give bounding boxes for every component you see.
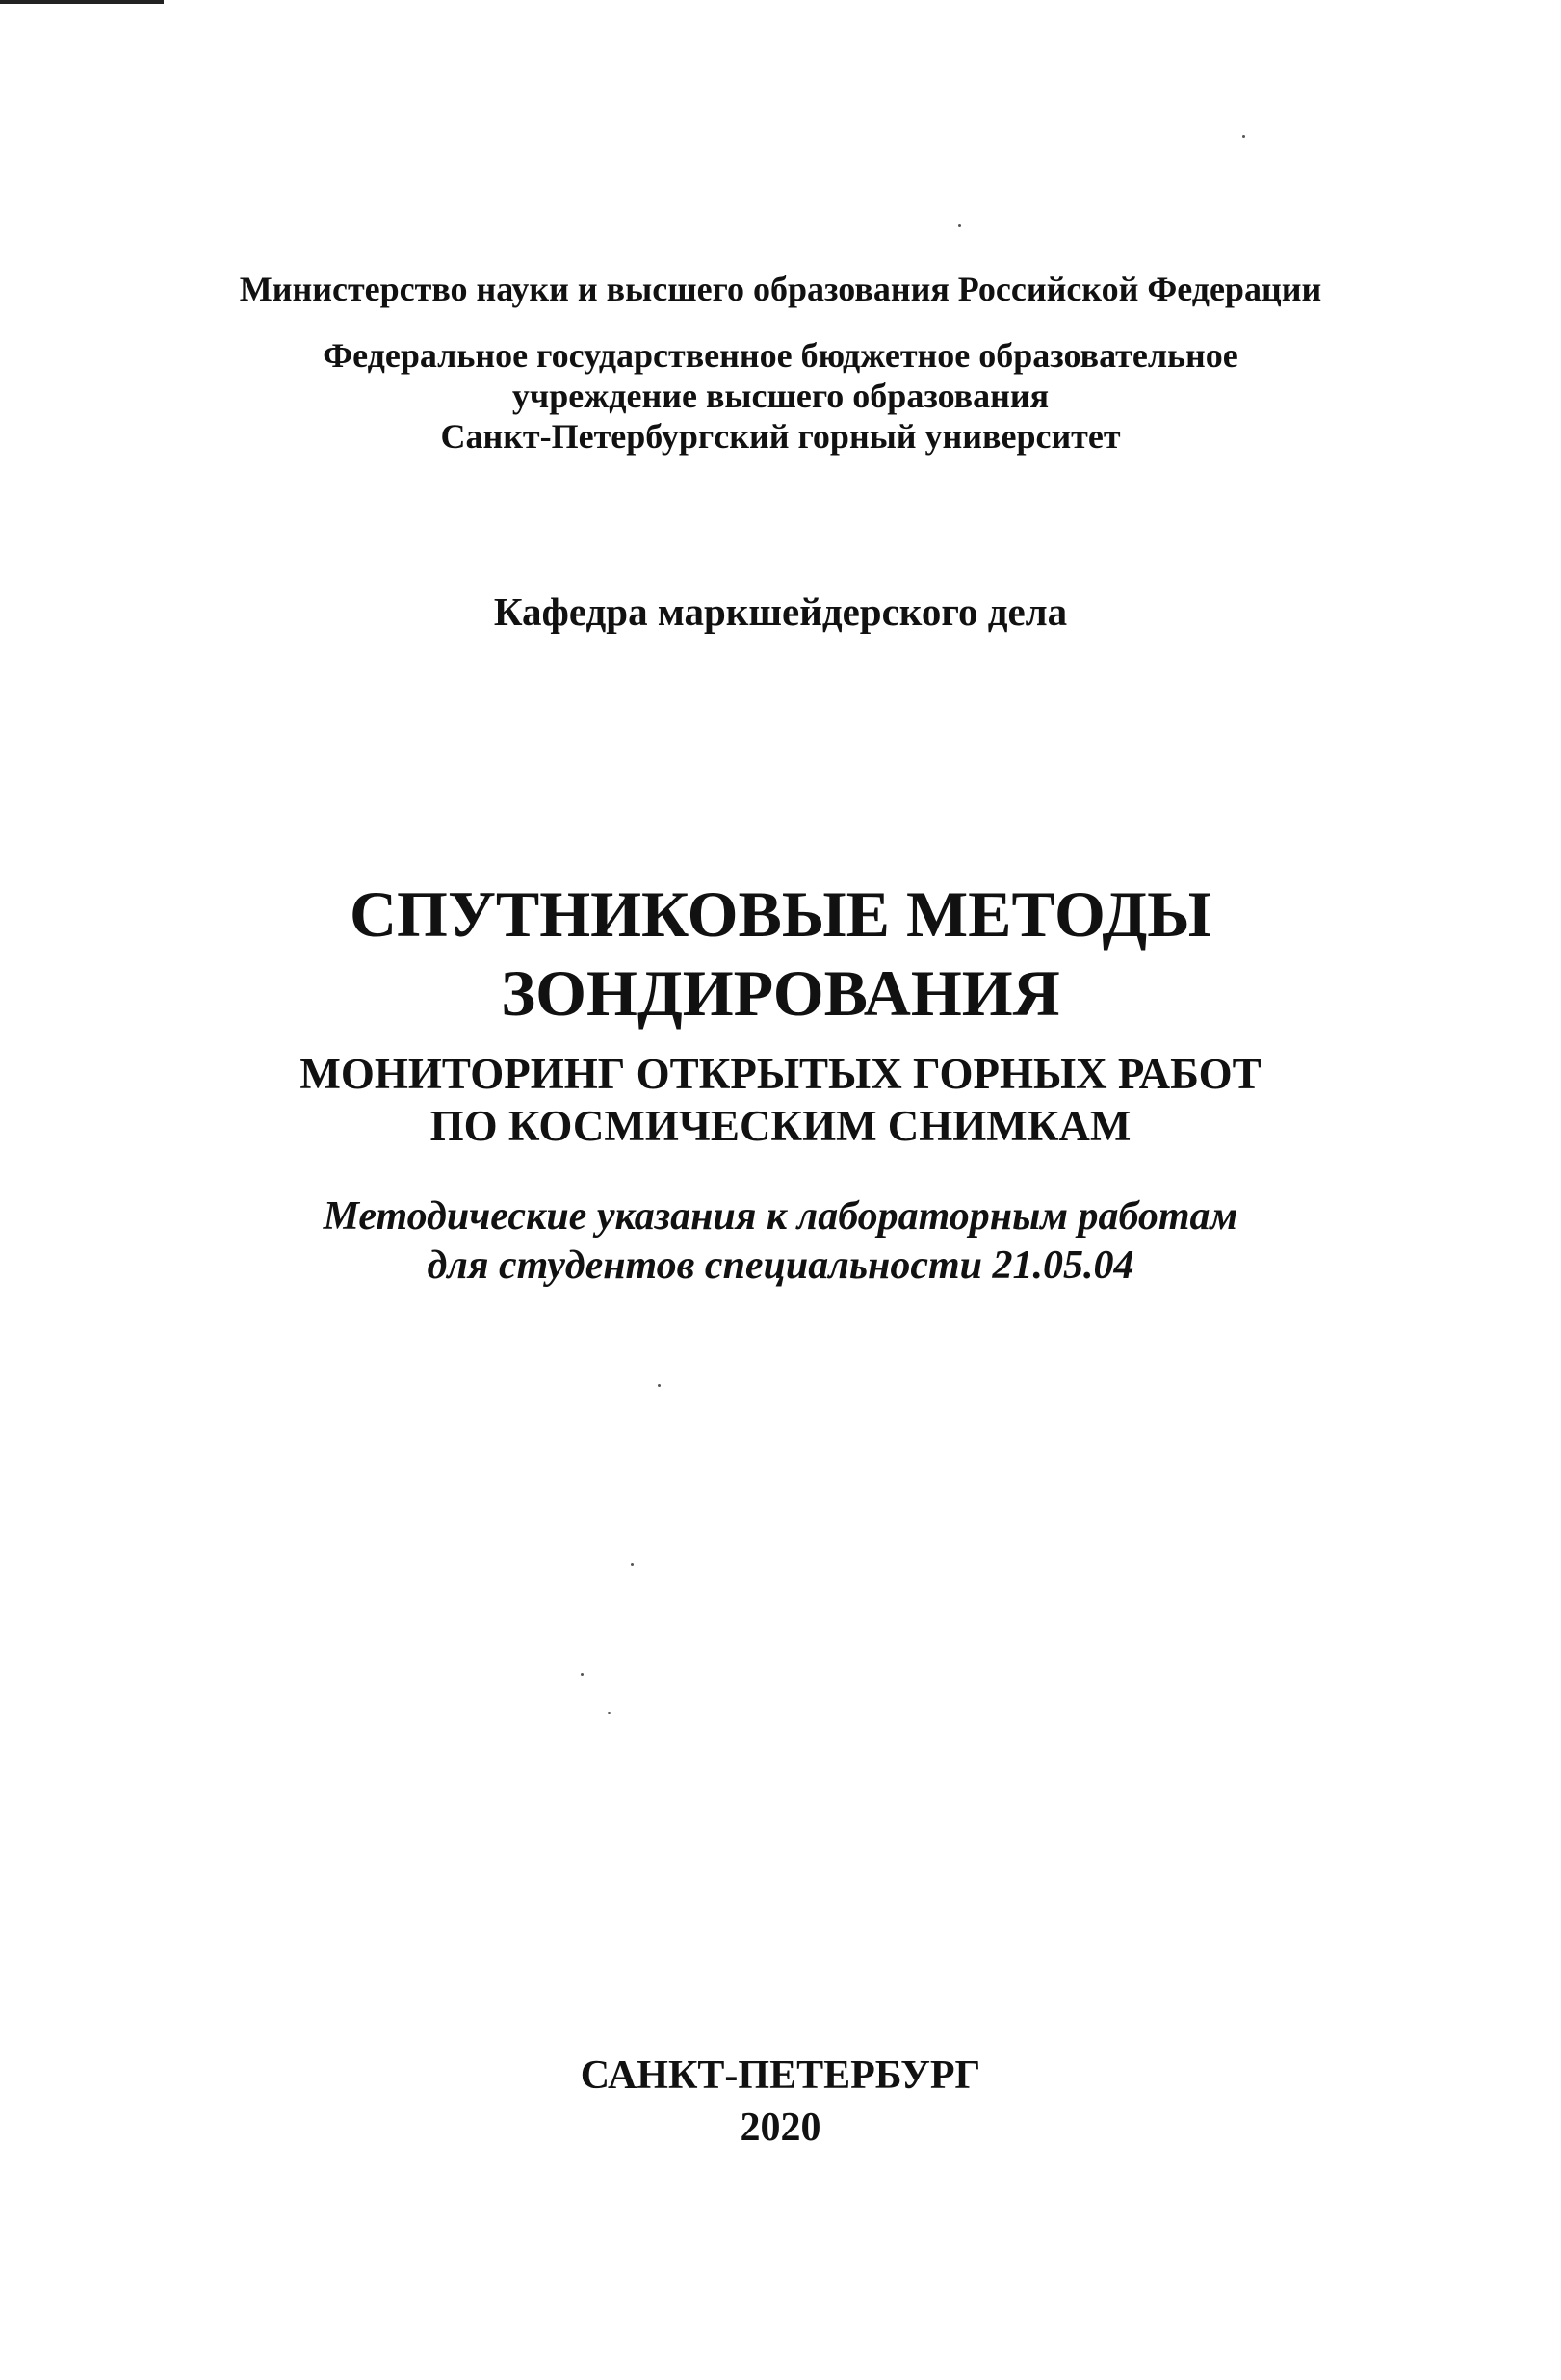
scan-edge-mark bbox=[0, 0, 164, 4]
scan-speck bbox=[608, 1712, 611, 1714]
document-title bbox=[0, 875, 1561, 1033]
scan-speck bbox=[958, 224, 961, 227]
title-line: ЗОНДИРОВАНИЯ bbox=[501, 956, 1060, 1030]
scan-speck bbox=[581, 1673, 584, 1676]
institution-heading bbox=[0, 335, 1561, 457]
subtitle-line: ПО КОСМИЧЕСКИМ СНИМКАМ bbox=[429, 1102, 1132, 1150]
document-subtitle bbox=[0, 1048, 1561, 1152]
description-line: для студентов специальности 21.05.04 bbox=[427, 1243, 1134, 1288]
institution-line: Федеральное государственное бюджетное образовательное bbox=[323, 336, 1238, 375]
institution-line: учреждение высшего образования bbox=[511, 377, 1050, 415]
publication-year: 2020 bbox=[740, 2105, 821, 2150]
ministry-line: Министерство науки и высшего образования Российской Федерации bbox=[239, 270, 1322, 308]
institution-line: Санкт-Петербургский горный университет bbox=[440, 417, 1121, 456]
scan-speck bbox=[658, 1384, 661, 1387]
publication-city: САНКТ-ПЕТЕРБУРГ bbox=[580, 2053, 981, 2098]
scan-speck bbox=[631, 1563, 634, 1566]
department-line: Кафедра маркшейдерского дела bbox=[493, 589, 1068, 634]
subtitle-line: МОНИТОРИНГ ОТКРЫТЫХ ГОРНЫХ РАБОТ bbox=[299, 1050, 1262, 1098]
publication-footer bbox=[0, 2050, 1561, 2154]
scan-speck bbox=[1242, 135, 1245, 138]
document-description bbox=[0, 1192, 1561, 1291]
title-line: СПУТНИКОВЫЕ МЕТОДЫ bbox=[349, 877, 1212, 951]
description-line: Методические указания к лабораторным работам bbox=[323, 1194, 1238, 1239]
department-heading bbox=[0, 588, 1561, 636]
ministry-heading bbox=[0, 268, 1561, 310]
